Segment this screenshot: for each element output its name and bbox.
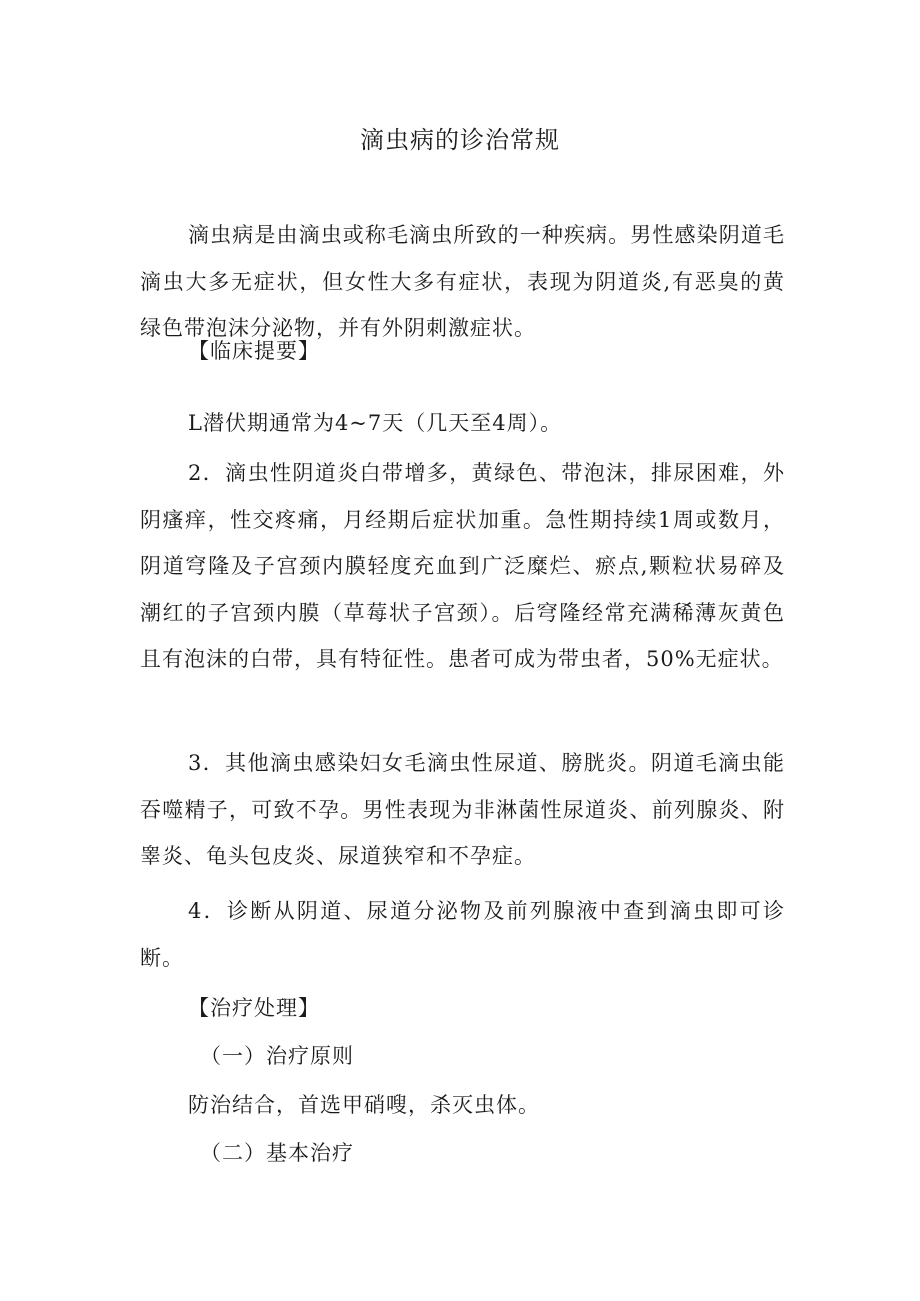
clinical-item-1: L潜伏期通常为4~7天（几天至4周）。 xyxy=(188,411,563,435)
clinical-item-2: 2．滴虫性阴道炎白带增多，黄绿色、带泡沫，排尿困难，外阴瘙痒，性交疼痛，月经期后症状加重。急性期持续1周或数月，阴道穹隆及子宫颈内膜轻度充血到广泛糜烂、瘀点,颗粒状易碎及潮红的子宫颈内膜（草莓状子宫颈）。后穹隆经常充满稀薄灰黄色且有泡沫的白带，具有特征性。患者可成为带虫者，50%无症状。 xyxy=(140,461,785,671)
clinical-summary-heading: 【临床提要】 xyxy=(188,339,320,363)
treatment-heading: 【治疗处理】 xyxy=(188,996,320,1020)
treatment-principle-text: 防治结合，首选甲硝嗖，杀灭虫体。 xyxy=(188,1093,540,1117)
document-title: 滴虫病的诊治常规 xyxy=(360,126,560,154)
clinical-item-3: 3．其他滴虫感染妇女毛滴虫性尿道、膀胱炎。阴道毛滴虫能吞噬精子，可致不孕。男性表现为非淋菌性尿道炎、前列腺炎、附睾炎、龟头包皮炎、尿道狭窄和不孕症。 xyxy=(140,751,785,868)
intro-paragraph: 滴虫病是由滴虫或称毛滴虫所致的一种疾病。男性感染阴道毛滴虫大多无症状，但女性大多有症状，表现为阴道炎,有恶臭的黄绿色带泡沫分泌物，并有外阴刺激症状。 xyxy=(140,223,785,340)
basic-treatment-heading: （二）基本治疗 xyxy=(200,1141,354,1165)
treatment-principle-heading: （一）治疗原则 xyxy=(200,1044,354,1068)
clinical-item-4: 4．诊断从阴道、尿道分泌物及前列腺液中查到滴虫即可诊断。 xyxy=(140,899,785,970)
